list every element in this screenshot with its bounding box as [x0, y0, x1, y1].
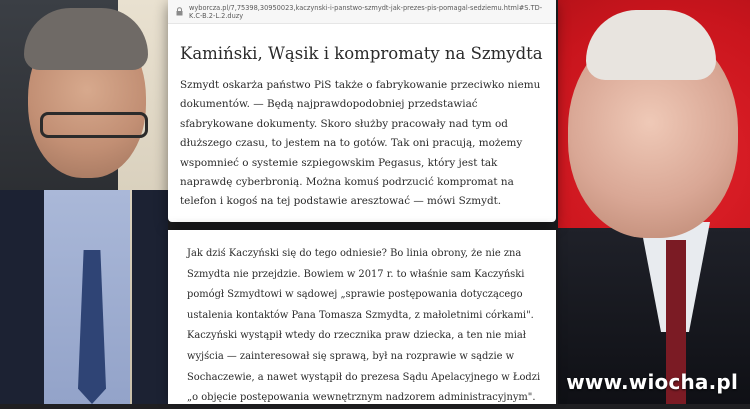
address-bar[interactable]: [168, 0, 556, 24]
article-card-top: [168, 0, 556, 222]
left-portrait-photo: [0, 0, 168, 404]
right-portrait-photo: [558, 0, 750, 404]
article-card-bottom: [168, 230, 556, 404]
watermark-text: www.wiocha.pl: [566, 370, 738, 394]
article-paragraph-top: Szmydt oskarża państwo PiS także o fabrykowanie przeciwko niemu dokumentów. — Będą najprawdopodobniej przedstawiać sfabrykowane dokumenty. Skoro służby pracowały nad tym od dłuższego czasu, to jestem na to gotów. Tak oni pracują, możemy wspomnieć o systemie szpiegowskim Pegasus, który jest tak naprawdę cyberbronią. Można komuś podrzucić kompromat na telefon i kogoś na tej podstawie aresztować — mówi Szmydt.: [180, 79, 541, 208]
url-text[interactable]: wyborcza.pl/7,75398,30950023,kaczynski-i-panstwo-szmydt-jak-prezes-pis-pomagal-sedziemu.html#S.TD-K.C-B.2-L.2.duzy: [189, 3, 543, 20]
article-paragraph-bottom: Jak dziś Kaczyński się do tego odniesie? Bo linia obrony, że nie zna Szmydta nie przejdzie. Bowiem w 2017 r. to właśnie sam Kaczyński pomógł Szmydtowi w sądowej „sprawie postępowania dotyczącego ustalenia kontaktów Pana Tomasza Szmydta, z małoletnimi córkami". Kaczyński wystąpił wtedy do rzecznika praw dziecka, a ten nie miał wyjścia — zainteresował się sprawą, był na rozprawie w sądzie w Sochaczewie, a nawet wystąpił do prezesa Sądu Apelacyjnego w Łodzi „o objęcie postępowania wewnętrznym nadzorem administracyjnym".: [187, 248, 541, 404]
lock-icon: [176, 7, 183, 16]
article-headline: Kamiński, Wąsik i kompromaty na Szmydta: [180, 44, 543, 63]
